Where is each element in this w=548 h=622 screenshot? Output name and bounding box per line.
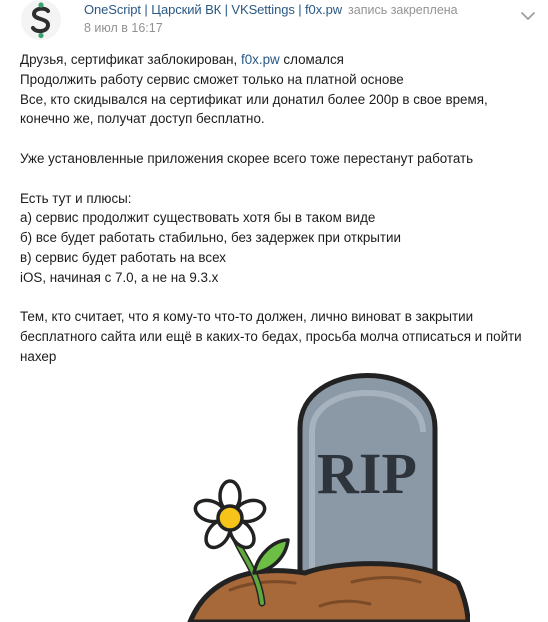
tombstone-text: RIP bbox=[317, 441, 417, 506]
text-line: Все, кто скидывался на сертификат или донатил более 200р в свое время, конечно же, получат доступ бесплатно. bbox=[20, 91, 488, 127]
text-line: в) сервис будет работать на всех bbox=[20, 249, 226, 265]
text-line: iOS, начиная с 7.0, а не на 9.3.х bbox=[20, 269, 219, 285]
post-date[interactable]: 8 июл в 16:17 bbox=[84, 21, 163, 35]
text-line: а) сервис продолжит существовать хотя бы в таком виде bbox=[20, 210, 376, 226]
post-header bbox=[84, 1, 508, 35]
post-text bbox=[20, 50, 530, 367]
text-line: Друзья, сертификат заблокирован, f0x.pw сломался bbox=[20, 52, 344, 67]
author-link[interactable]: OneScript | Царский ВК | VKSettings | f0x.pw bbox=[84, 2, 343, 17]
chevron-down-icon bbox=[518, 6, 538, 26]
text-line: Тем, кто считает, что я кому-то что-то должен, лично виноват в закрытии бесплатного сайта или ещё в каких-то бедах, просьба молча отписаться и пойти нахер bbox=[20, 309, 522, 364]
text-line: Уже установленные приложения скорее всего тоже перестанут работать bbox=[20, 150, 474, 166]
rip-tombstone-image[interactable] bbox=[90, 368, 470, 622]
text-line: Продолжить работу сервис сможет только на платной основе bbox=[20, 71, 404, 87]
onescript-logo-icon bbox=[21, 0, 61, 40]
text-line: б) все будет работать стабильно, без задержек при открытии bbox=[20, 230, 402, 246]
community-avatar[interactable] bbox=[21, 0, 61, 40]
site-link[interactable]: f0x.pw bbox=[240, 52, 280, 67]
text-line: Есть тут и плюсы: bbox=[20, 190, 132, 206]
pinned-label: запись закреплена bbox=[348, 3, 458, 17]
post-menu-button[interactable] bbox=[518, 6, 538, 26]
